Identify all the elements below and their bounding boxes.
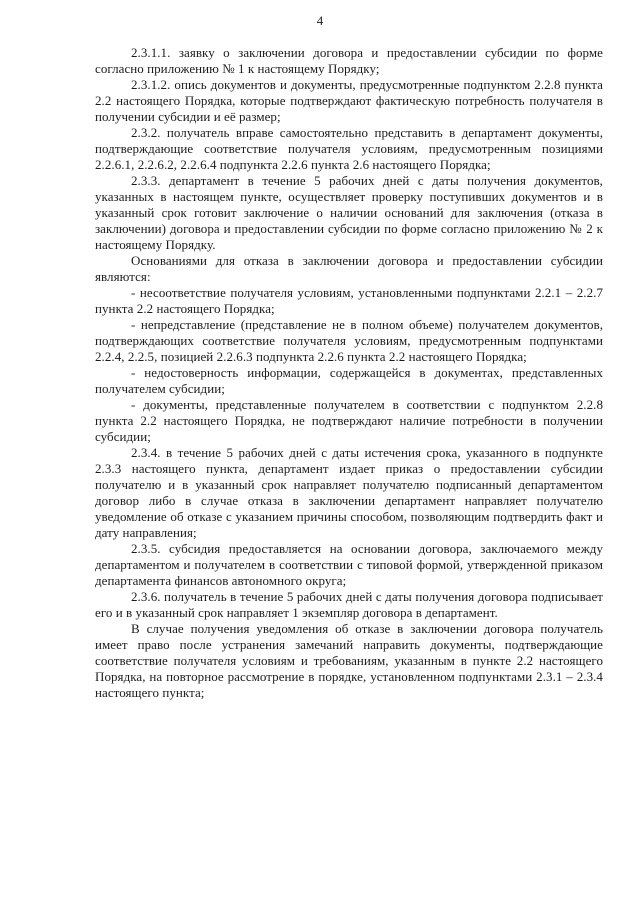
list-item-inaccuracy: - недостоверность информации, содержащейся в документах, представленных получателем субсидии; [95, 365, 603, 396]
page-number: 4 [316, 13, 324, 28]
paragraph-2-3-1-2: 2.3.1.2. опись документов и документы, предусмотренные подпунктом 2.2.8 пункта 2.2 настоящего Порядка, которые подтверждают фактическую потребность получателя в получении субсидии и её размер; [95, 77, 603, 124]
paragraph-2-3-2: 2.3.2. получатель вправе самостоятельно представить в департамент документы, подтверждающие соответствие получателя условиям, предусмотренным позициями 2.2.6.1, 2.2.6.2, 2.2.6.4 подпункта 2.2.6 пункта 2.6 настоящего Порядка; [95, 125, 603, 172]
list-item-non-submission: - непредставление (представление не в полном объеме) получателем документов, подтверждающих соответствие получателя условиям, предусмотренным подпунктами 2.2.4, 2.2.5, позицией 2.2.6.3 подпункта 2.2.6 пункта 2.2 настоящего Порядка; [95, 317, 603, 364]
body-text [95, 45, 603, 701]
paragraph-2-3-6: 2.3.6. получатель в течение 5 рабочих дней с даты получения договора подписывает его и в указанный срок направляет 1 экземпляр договора в департамент. [95, 589, 603, 620]
paragraph-2-3-5: 2.3.5. субсидия предоставляется на основании договора, заключаемого между департаментом и получателем в соответствии с типовой формой, утвержденной приказом департамента финансов автономного округа; [95, 541, 603, 588]
paragraph-2-3-3: 2.3.3. департамент в течение 5 рабочих дней с даты получения документов, указанных в настоящем пункте, осуществляет проверку поступивших документов и в указанный срок готовит заключение о наличии оснований для заключения (отказа в заключении) договора и предоставлении субсидии по форме согласно приложению № 2 к настоящему Порядку. [95, 173, 603, 252]
paragraph-refusal-grounds: Основаниями для отказа в заключении договора и предоставлении субсидии являются: [95, 253, 603, 284]
paragraph-2-3-4: 2.3.4. в течение 5 рабочих дней с даты истечения срока, указанного в подпункте 2.3.3 настоящего пункта, департамент издает приказ о предоставлении субсидии получателю и в указанный срок направляет получателю подписанный департаментом договор либо в случае отказа в заключении департамент направляет получателю уведомление об отказе с указанием причины способом, позволяющим подтвердить факт и дату направления; [95, 445, 603, 540]
list-item-no-need-confirmed: - документы, представленные получателем в соответствии с подпунктом 2.2.8 пункта 2.2 настоящего Порядка, не подтверждают наличие потребности в получении субсидии; [95, 397, 603, 444]
paragraph-2-3-1-1: 2.3.1.1. заявку о заключении договора и предоставлении субсидии по форме согласно приложению № 1 к настоящему Порядку; [95, 45, 603, 76]
paragraph-resubmission: В случае получения уведомления об отказе в заключении договора получатель имеет право после устранения замечаний направить документы, подтверждающие соответствие получателя условиям и требованиям, указанным в пункте 2.2 настоящего Порядка, на повторное рассмотрение в порядке, установленном подпунктами 2.3.1 – 2.3.4 настоящего пункта; [95, 621, 603, 700]
list-item-nonconformity: - несоответствие получателя условиям, установленными подпунктами 2.2.1 – 2.2.7 пункта 2.2 настоящего Порядка; [95, 285, 603, 316]
